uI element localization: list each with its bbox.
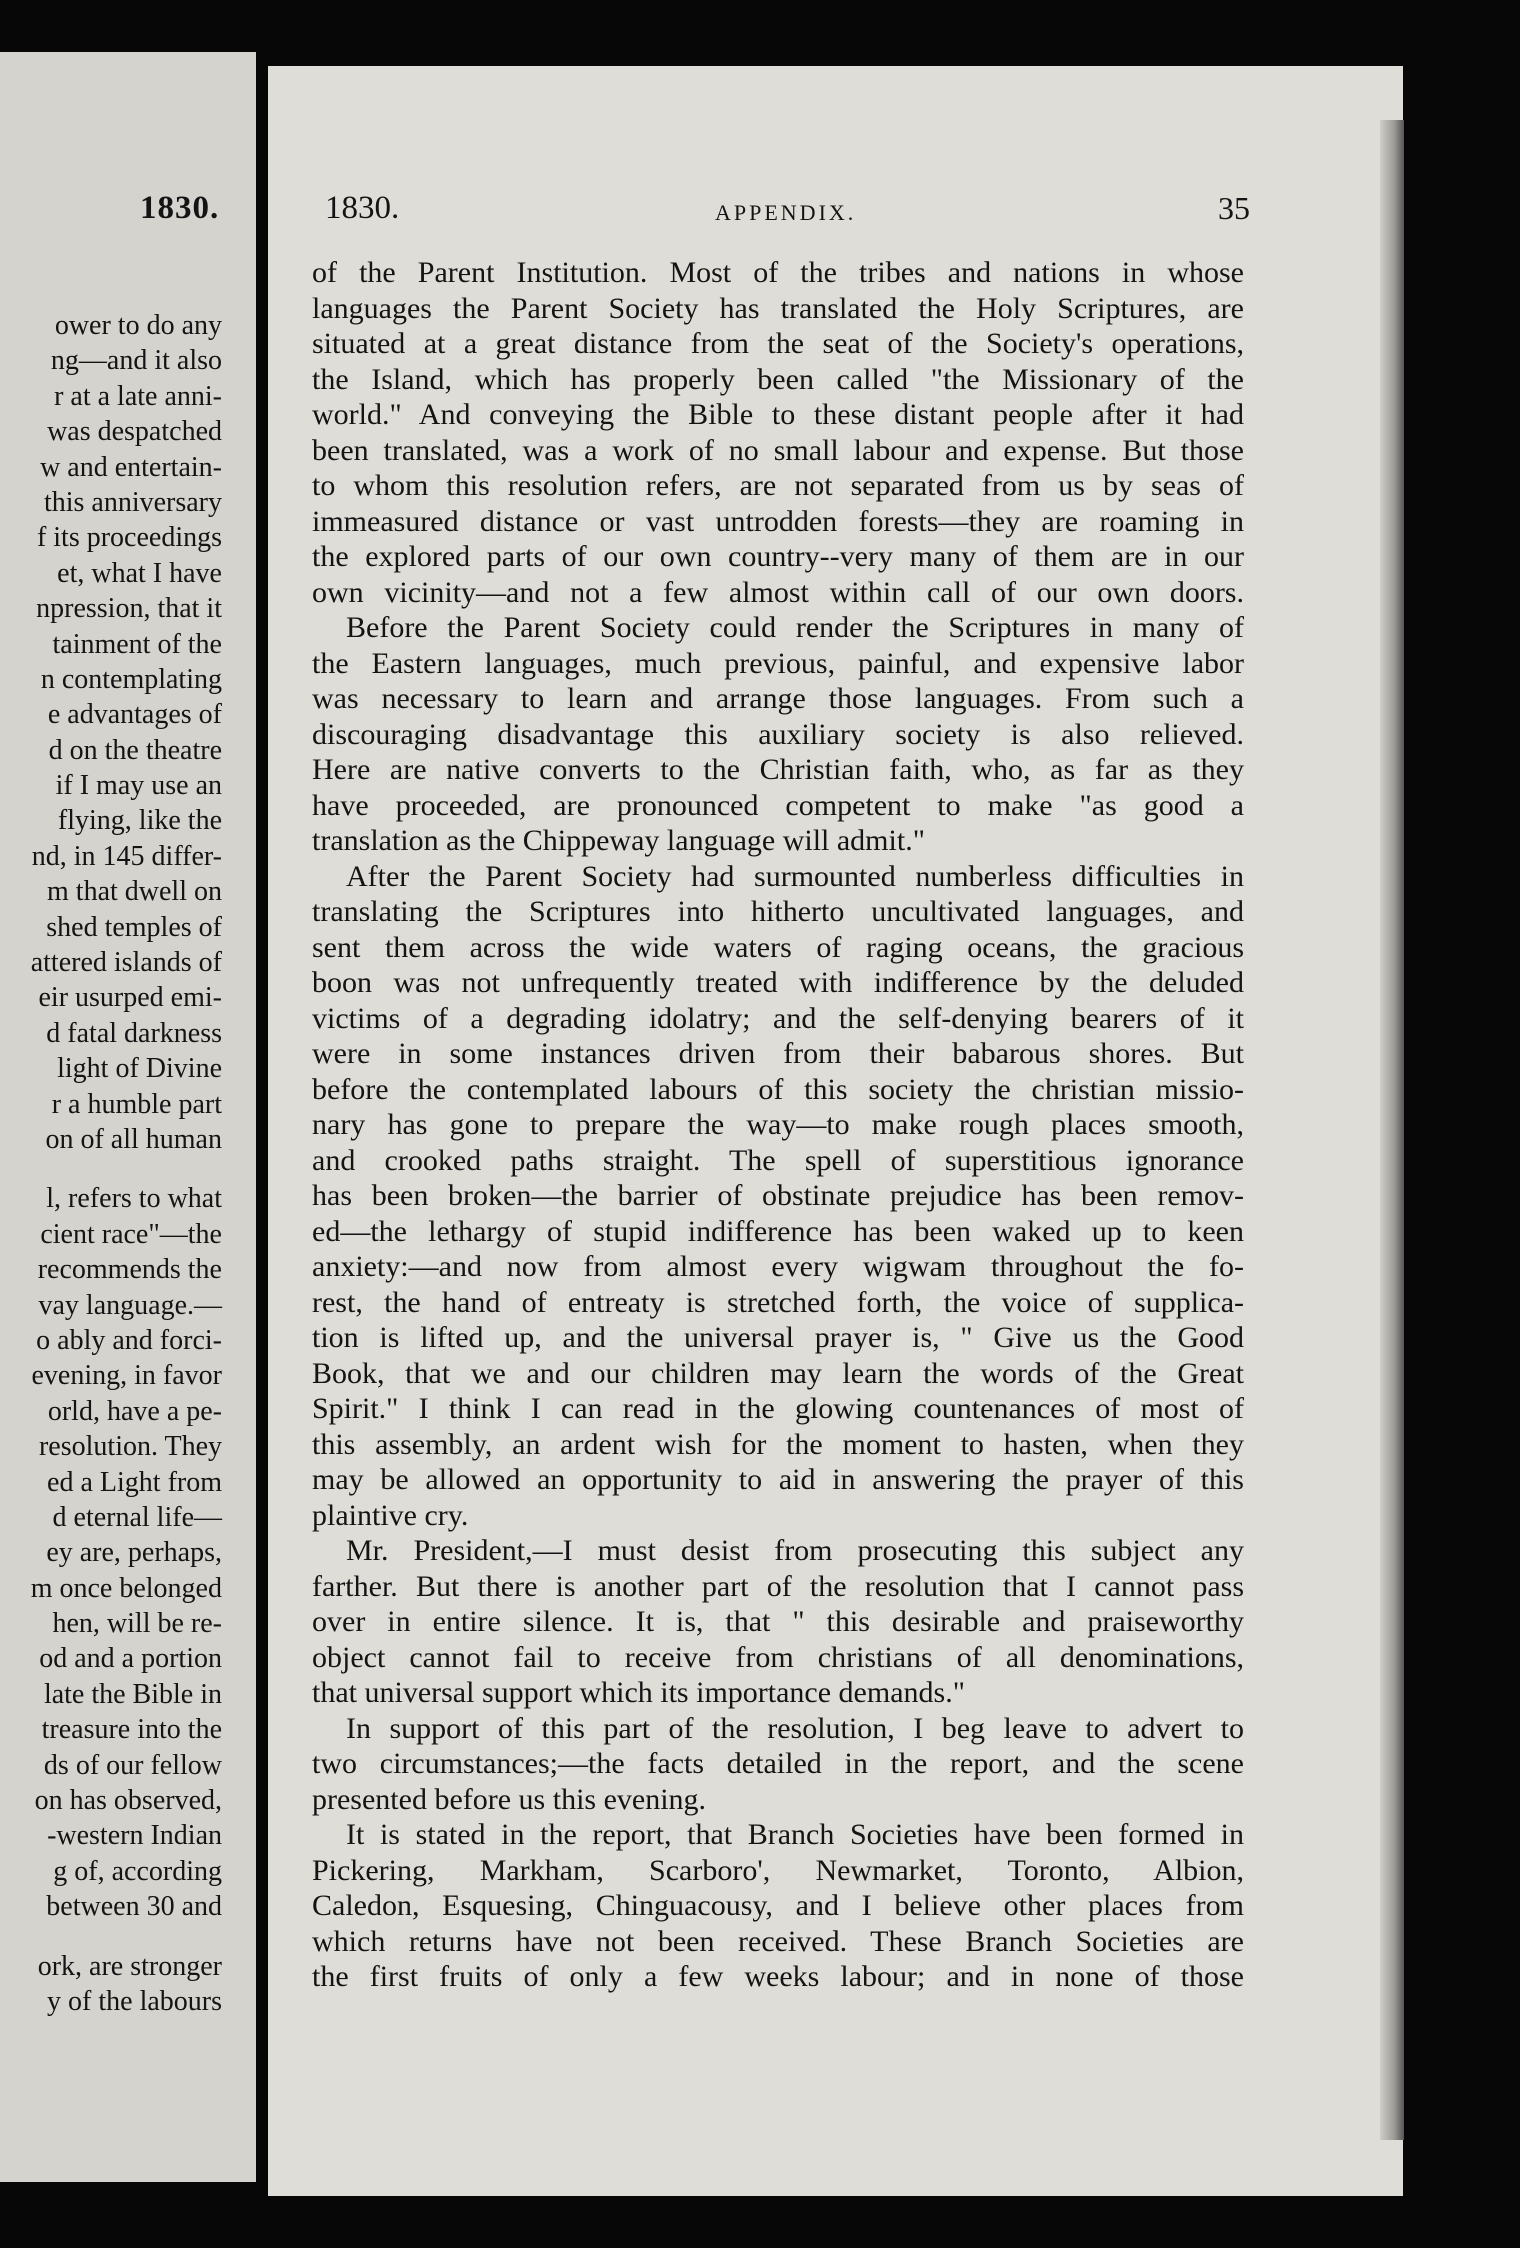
text-line: languages the Parent Society has translated the Holy Scriptures, are: [312, 291, 1244, 325]
page-number: 35: [1218, 190, 1250, 226]
text-line: Pickering, Markham, Scarboro', Newmarket, Toronto, Albion,: [312, 1853, 1244, 1887]
text-line: ower to do any: [54, 310, 222, 341]
page-edge-shadow: [1380, 120, 1404, 2140]
text-line: y of the labours: [47, 1985, 222, 2017]
text-line: recommends the: [37, 1254, 222, 1286]
text-line: of the Parent Institution. Most of the tribes and nations in whose: [312, 256, 1244, 289]
header-title: APPENDIX.: [715, 200, 857, 225]
text-line: n contemplating: [40, 663, 222, 695]
text-line: between 30 and: [46, 1891, 222, 1923]
text-line: tion is lifted up, and the universal prayer is, " Give us the Good: [312, 1321, 1244, 1354]
paragraph-gap: [0, 1157, 222, 1181]
text-line: r at a late anni-: [54, 380, 222, 412]
text-line: was necessary to learn and arrange those languages. From such a: [312, 682, 1244, 715]
paragraph-start-line: In support of this part of the resolution, I beg leave to advert to: [346, 1711, 1244, 1745]
text-line: translation as the Chippeway language will admit.": [312, 824, 925, 857]
text-line: light of Divine: [57, 1053, 222, 1085]
text-line: ork, are stronger: [37, 1950, 222, 1982]
text-line: e advantages of: [47, 699, 222, 731]
text-line: anxiety:—and now from almost every wigwam throughout the fo-: [312, 1250, 1244, 1283]
text-line: object cannot fail to receive from christians of all denominations,: [312, 1640, 1244, 1674]
left-page-header: 1830.: [140, 190, 220, 226]
text-line: flying, like the: [57, 805, 222, 837]
text-line: npression, that it: [36, 593, 222, 625]
text-line: ed—the lethargy of stupid indifference has been waked up to keen: [312, 1214, 1244, 1248]
text-line: hen, will be re-: [52, 1608, 222, 1640]
text-line: the explored parts of our own country--very many of them are in our: [312, 540, 1244, 573]
text-line: translating the Scriptures into hitherto uncultivated languages, and: [312, 895, 1244, 928]
text-line: was despatched: [47, 416, 222, 448]
text-line: et, what I have: [57, 557, 222, 589]
text-line: plaintive cry.: [312, 1498, 469, 1532]
text-line: that universal support which its importance demands.": [312, 1676, 965, 1709]
text-line: has been broken—the barrier of obstinate prejudice has been remov-: [312, 1179, 1244, 1212]
text-line: rest, the hand of entreaty is stretched forth, the voice of supplica-: [312, 1285, 1244, 1319]
text-line: r a humble part: [51, 1088, 222, 1120]
text-line: ng—and it also: [50, 345, 222, 377]
text-line: cient race"—the: [40, 1218, 222, 1250]
text-line: treasure into the: [41, 1714, 222, 1746]
text-line: shed temples of: [46, 911, 222, 943]
paragraph-start-line: After the Parent Society had surmounted numberless difficulties in: [346, 859, 1244, 893]
text-line: own vicinity—and not a few almost within call of our own doors.: [312, 575, 1244, 609]
text-line: before the contemplated labours of this society the christian missio-: [312, 1072, 1244, 1106]
text-line: on has observed,: [34, 1785, 222, 1817]
text-line: world." And conveying the Bible to these distant people after it had: [312, 398, 1244, 431]
text-line: l, refers to what: [46, 1183, 222, 1215]
text-line: w and entertain-: [40, 451, 222, 483]
text-line: which returns have not been received. These Branch Societies are: [312, 1924, 1244, 1958]
text-line: and crooked paths straight. The spell of superstitious ignorance: [312, 1143, 1244, 1177]
text-line: d fatal darkness: [46, 1017, 222, 1049]
text-line: m that dwell on: [47, 876, 222, 908]
paragraph-start-line: Mr. President,—I must desist from prosecuting this subject any: [346, 1534, 1244, 1567]
text-line: d eternal life—: [52, 1501, 222, 1533]
text-line: the Island, which has properly been called "the Missionary of the: [312, 362, 1244, 396]
text-line: farther. But there is another part of the resolution that I cannot pass: [312, 1569, 1244, 1603]
text-line: sent them across the wide waters of raging oceans, the gracious: [312, 930, 1244, 964]
text-line: Spirit." I think I can read in the glowing countenances of most of: [312, 1392, 1244, 1425]
text-line: on of all human: [45, 1123, 222, 1155]
text-line: g of, according: [53, 1855, 222, 1887]
text-line: this anniversary: [43, 486, 222, 518]
text-line: over in entire silence. It is, that " this desirable and praiseworthy: [312, 1605, 1244, 1638]
text-line: the first fruits of only a few weeks labour; and in none of those: [312, 1960, 1244, 1993]
text-line: immeasured distance or vast untrodden forests—they are roaming in: [312, 504, 1244, 538]
text-line: victims of a degrading idolatry; and the self-denying bearers of it: [312, 1001, 1244, 1035]
text-line: -western Indian: [47, 1820, 222, 1852]
text-line: discouraging disadvantage this auxiliary society is also relieved.: [312, 717, 1244, 751]
text-line: nary has gone to prepare the way—to make rough places smooth,: [312, 1108, 1244, 1141]
header-year: 1830.: [325, 190, 400, 226]
text-line: to whom this resolution refers, are not separated from us by seas of: [312, 469, 1244, 502]
paragraph-start-line: It is stated in the report, that Branch Societies have been formed in: [346, 1818, 1244, 1851]
text-line: m once belonged: [30, 1572, 222, 1604]
text-line: were in some instances driven from their babarous shores. But: [312, 1037, 1244, 1070]
text-line: o ably and forci-: [36, 1324, 222, 1356]
text-line: presented before us this evening.: [312, 1782, 707, 1816]
paragraph-gap: [0, 1925, 222, 1949]
text-line: eir usurped emi-: [38, 982, 222, 1014]
text-line: ds of our fellow: [43, 1749, 222, 1781]
left-page-text: [0, 308, 222, 2019]
text-line: ed a Light from: [47, 1466, 222, 1498]
left-page-fragment: [0, 52, 256, 2182]
text-line: this assembly, an ardent wish for the moment to hasten, when they: [312, 1427, 1244, 1461]
text-line: nd, in 145 differ-: [31, 840, 222, 872]
text-line: two circumstances;—the facts detailed in the report, and the scene: [312, 1747, 1244, 1780]
text-line: have proceeded, are pronounced competent to make "as good a: [312, 788, 1244, 822]
page-header: [325, 190, 1250, 230]
text-line: orld, have a pe-: [47, 1395, 222, 1427]
text-line: may be allowed an opportunity to aid in answering the prayer of this: [312, 1463, 1244, 1496]
text-line: Book, that we and our children may learn the words of the Great: [312, 1356, 1244, 1390]
text-line: late the Bible in: [43, 1678, 222, 1710]
text-line: resolution. They: [38, 1431, 222, 1463]
text-line: od and a portion: [39, 1643, 222, 1675]
text-line: Here are native converts to the Christian faith, who, as far as they: [312, 753, 1244, 786]
text-line: boon was not unfrequently treated with indifference by the deluded: [312, 966, 1244, 999]
text-line: the Eastern languages, much previous, painful, and expensive labor: [312, 646, 1244, 680]
text-line: f its proceedings: [36, 522, 222, 554]
text-line: evening, in favor: [31, 1360, 222, 1392]
text-line: attered islands of: [30, 947, 222, 979]
text-line: if I may use an: [55, 770, 222, 802]
text-line: vay language.—: [38, 1289, 222, 1321]
page-body: [312, 255, 1244, 1995]
paragraph-start-line: Before the Parent Society could render the Scriptures in many of: [346, 611, 1244, 644]
text-line: Caledon, Esquesing, Chinguacousy, and I believe other places from: [312, 1889, 1244, 1922]
text-line: been translated, was a work of no small labour and expense. But those: [312, 433, 1244, 467]
text-line: ey are, perhaps,: [46, 1537, 222, 1569]
text-line: d on the theatre: [48, 734, 222, 766]
text-line: tainment of the: [52, 628, 222, 660]
text-line: situated at a great distance from the seat of the Society's operations,: [312, 327, 1244, 360]
